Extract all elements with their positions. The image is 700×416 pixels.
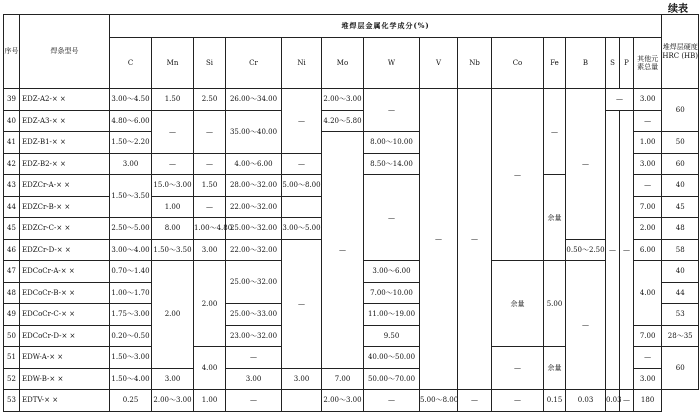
cell-c: 0.70～1.40 [110,261,152,283]
hardfacing-electrode-composition-table [3,14,699,412]
cell-w: 40.00～50.00 [364,347,420,369]
col-header-v: V [420,38,458,89]
col-header-no: 序号 [4,15,20,89]
cell-mo: — [322,132,364,369]
cell-other: 6.00 [634,239,662,261]
cell-cr: 22.00～32.00 [226,239,282,261]
cell-type: EDCoCr-C-× × [20,304,110,326]
cell-cr: 26.00～34.00 [226,89,282,111]
cell-hardness: 28～35 [662,325,699,347]
col-header-fe: Fe [544,38,566,89]
cell-no: 41 [4,132,20,154]
cell-type: EDZ-B2-× × [20,153,110,175]
cell-w: 9.50 [364,325,420,347]
cell-c: 1.00～1.70 [110,282,152,304]
cell-c: 1.50～4.00 [110,368,152,390]
cell-b: — [566,261,606,390]
cell-mo: 2.00～3.00 [322,390,364,412]
cell-mn: 1.00 [152,196,194,218]
cell-b: 0.50～2.50 [566,239,606,261]
cell-type: EDZ-A2-× × [20,89,110,111]
cell-cr: 22.00～32.00 [226,196,282,218]
cell-other: 3.00 [634,368,662,390]
cell-w: 8.50～14.00 [364,153,420,175]
cell-no: 44 [4,196,20,218]
cell-cr: — [226,347,282,369]
cell-type: EDZ-A3-× × [20,110,110,132]
cell-hardness: 45 [662,196,699,218]
cell-si: 2.00 [194,261,226,347]
cell-mn: 1.50 [152,89,194,111]
cell-type: EDW-A-× × [20,347,110,369]
cell-c: 1.50～2.20 [110,132,152,154]
cell-hardness: 58 [662,239,699,261]
col-header-other: 其他元素总量 [634,38,662,89]
cell-c: 3.00～4.50 [110,89,152,111]
cell-other: — [634,347,662,369]
cell-ni: — [282,239,322,368]
cell-cr: 35.00～40.00 [226,110,282,153]
cell-w: 50.00～70.00 [364,368,420,390]
col-header-p: P [620,38,634,89]
cell-type: EDW-B-× × [20,368,110,390]
cell-ni: 3.00 [282,368,322,390]
cell-no: 51 [4,347,20,369]
cell-si: 3.00 [194,239,226,261]
cell-nb: — [458,390,492,412]
cell-p: 0.03 [606,390,620,412]
cell-ni: — [282,89,322,154]
cell-no: 42 [4,153,20,175]
cell-nb: — [458,89,492,390]
cell-v: 5.00～8.00 [420,390,458,412]
cell-si: — [194,110,226,153]
table-row [4,390,699,412]
cell-cr: 25.00～32.00 [226,218,282,240]
cell-no: 39 [4,89,20,111]
col-header-s: S [606,38,620,89]
col-header-si: Si [194,38,226,89]
cell-mn: — [152,110,194,153]
cell-c: 1.50～3.00 [110,347,152,369]
cell-si: 2.50 [194,89,226,111]
cell-other: — [634,110,662,132]
cell-other: 7.00 [634,196,662,218]
cell-w: 8.00～10.00 [364,132,420,154]
cell-type: EDZCr-D-× × [20,239,110,261]
table-row [4,89,699,111]
cell-b: 0.15 [544,390,566,412]
cell-cr: 3.00 [226,368,282,390]
cell-cr: 25.00～33.00 [226,304,282,326]
cell-si: 4.00 [194,347,226,390]
cell-no: 53 [4,390,20,412]
cell-w: 11.00～19.00 [364,304,420,326]
col-header-type: 焊条型号 [20,15,110,89]
cell-hardness: 48 [662,218,699,240]
cell-type: EDZCr-C-× × [20,218,110,240]
cell-hardness: 53 [662,304,699,326]
cell-co: — [492,347,544,390]
cell-no: 46 [4,239,20,261]
cell-ni [282,390,322,412]
cell-mn: 8.00 [152,218,194,240]
cell-other: 3.00 [634,89,662,111]
cell-hardness: 60 [662,347,699,390]
cell-si: 1.00～4.80 [194,218,226,240]
cell-cr: 25.00～32.00 [226,261,282,304]
cell-co: — [492,89,544,261]
cell-w: — [364,175,420,261]
cell-s: 0.03 [566,390,606,412]
cell-c: 0.20～0.50 [110,325,152,347]
cell-other: — [634,175,662,197]
cell-no: 40 [4,110,20,132]
cell-no: 48 [4,282,20,304]
cell-type: EDCoCr-A-× × [20,261,110,283]
cell-hardness: 40 [662,175,699,197]
cell-other: — [620,390,634,412]
table-caption-bar [0,0,700,14]
continued-caption: 续表 [668,4,688,15]
cell-fe: — [544,89,566,175]
cell-si: — [194,196,226,218]
cell-si: — [194,153,226,175]
cell-other: 3.00 [634,153,662,175]
cell-no: 43 [4,175,20,197]
cell-c: 4.80～6.00 [110,110,152,132]
cell-hardness: 40 [662,261,699,283]
cell-mo: 7.00 [322,368,364,390]
cell-fe: 余量 [544,175,566,261]
cell-w: 7.00～10.00 [364,282,420,304]
cell-ni: — [282,153,322,175]
col-header-co: Co [492,38,544,89]
col-header-b: B [566,38,606,89]
cell-type: EDTV-× × [20,390,110,412]
cell-co: 余量 [492,261,544,347]
cell-s-p: — [606,89,634,111]
cell-s: — [606,110,620,390]
cell-ni [282,196,322,218]
cell-v: — [420,89,458,390]
cell-ni: 3.00～5.00 [282,218,322,240]
cell-hardness: 60 [662,153,699,175]
cell-c: 3.00 [110,153,152,175]
cell-cr: — [226,390,282,412]
cell-fe: 余量 [544,347,566,390]
cell-no: 47 [4,261,20,283]
cell-no: 52 [4,368,20,390]
cell-fe: 5.00 [544,261,566,347]
cell-other: 1.00 [634,132,662,154]
cell-mn: 15.0～3.00 [152,175,194,197]
cell-cr: 28.00～32.00 [226,175,282,197]
cell-hardness: 180 [634,390,662,412]
cell-mn: 1.50～3.50 [152,239,194,261]
cell-mn: 2.00～3.00 [152,390,194,412]
cell-si: 1.00 [194,390,226,412]
col-header-c: C [110,38,152,89]
col-header-nb: Nb [458,38,492,89]
cell-mo: 2.00～3.00 [322,89,364,111]
cell-p: — [620,110,634,390]
cell-type: EDZ-B1-× × [20,132,110,154]
cell-c: 0.25 [110,390,152,412]
col-header-mo: Mo [322,38,364,89]
cell-type: EDCoCr-D-× × [20,325,110,347]
col-header-composition: 堆焊层金属化学成分(%) [110,15,662,38]
cell-cr: 4.00～6.00 [226,153,282,175]
cell-hardness: 50 [662,132,699,154]
cell-c: 3.00～4.00 [110,239,152,261]
cell-mn: — [152,153,194,175]
col-header-ni: Ni [282,38,322,89]
cell-w: 3.00～6.00 [364,261,420,283]
cell-b: — [566,89,606,240]
cell-mn: 2.00 [152,261,194,369]
cell-c: 1.75～3.00 [110,304,152,326]
cell-type: EDZCr-A-× × [20,175,110,197]
col-header-cr: Cr [226,38,282,89]
cell-no: 49 [4,304,20,326]
cell-other: 4.00 [634,261,662,326]
cell-hardness: 44 [662,282,699,304]
cell-type: EDCoCr-B-× × [20,282,110,304]
cell-w: — [364,89,420,132]
cell-c: 2.50～5.00 [110,218,152,240]
cell-other: 2.00 [634,218,662,240]
cell-ni: 5.00～8.00 [282,175,322,197]
cell-other: 7.00 [634,325,662,347]
col-header-mn: Mn [152,38,194,89]
cell-cr: 23.00～32.00 [226,325,282,347]
cell-w: — [364,390,420,412]
col-header-w: W [364,38,420,89]
cell-fe: — [492,390,544,412]
cell-hardness: 60 [662,89,699,132]
cell-c: 1.50～3.50 [110,175,152,218]
cell-no: 50 [4,325,20,347]
cell-no: 45 [4,218,20,240]
cell-type: EDZCr-B-× × [20,196,110,218]
col-header-hardness: 堆焊层硬度 HRC (HB) [662,15,699,89]
cell-mn: 3.00 [152,368,194,390]
cell-si: 1.50 [194,175,226,197]
cell-mo: 4.20～5.80 [322,110,364,132]
